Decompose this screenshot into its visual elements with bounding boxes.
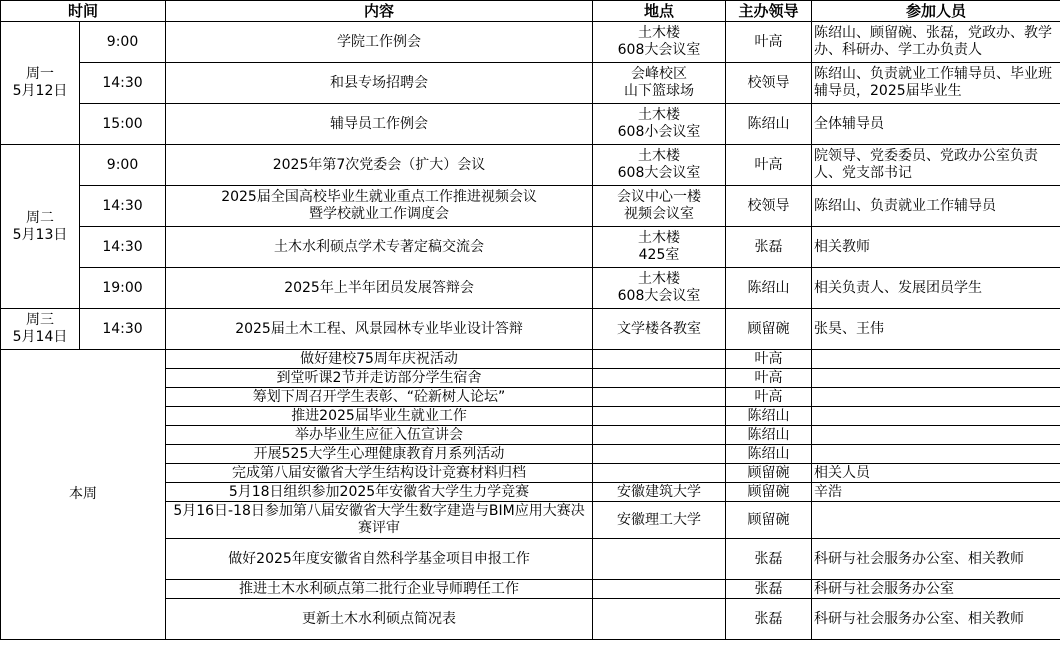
event-location: 会峰校区 山下篮球场 [593, 63, 726, 104]
task-leader: 张磊 [726, 580, 812, 599]
event-content: 辅导员工作例会 [166, 104, 593, 145]
task-content: 完成第八届安徽省大学生结构设计竞赛材料归档 [166, 464, 593, 483]
event-leader: 陈绍山 [726, 268, 812, 309]
task-location: 安徽建筑大学 [593, 483, 726, 502]
event-time: 19:00 [80, 268, 166, 309]
table-row [1, 186, 1060, 227]
event-participants: 张昊、王伟 [812, 309, 1060, 350]
task-location [593, 369, 726, 388]
task-participants [812, 445, 1060, 464]
event-content: 2025年上半年团员发展答辩会 [166, 268, 593, 309]
task-location [593, 407, 726, 426]
day-cell [1, 22, 80, 145]
table-row [1, 268, 1060, 309]
event-time: 14:30 [80, 186, 166, 227]
event-participants: 陈绍山、顾留碗、张磊，党政办、教学办、科研办、学工办负责人 [812, 22, 1060, 63]
task-location [593, 580, 726, 599]
task-content: 做好2025年度安徽省自然科学基金项目申报工作 [166, 539, 593, 580]
event-content: 2025年第7次党委会（扩大）会议 [166, 145, 593, 186]
event-location: 文学楼各教室 [593, 309, 726, 350]
day-date: 5月13日 [12, 226, 68, 243]
event-content: 和县专场招聘会 [166, 63, 593, 104]
task-content: 推进土木水利硕点第二批行企业导师聘任工作 [166, 580, 593, 599]
week-label: 本周 [69, 486, 97, 502]
event-participants: 院领导、党委委员、党政办公室负责人、党支部书记 [812, 145, 1060, 186]
task-participants: 科研与社会服务办公室、相关教师 [812, 539, 1060, 580]
task-participants: 科研与社会服务办公室 [812, 580, 1060, 599]
task-content: 举办毕业生应征入伍宣讲会 [166, 426, 593, 445]
table-row [1, 227, 1060, 268]
header-row [1, 1, 1060, 22]
header-time: 时间 [1, 1, 166, 22]
task-content: 筹划下周召开学生表彰、“砼新树人论坛” [166, 388, 593, 407]
task-location [593, 445, 726, 464]
task-participants: 相关人员 [812, 464, 1060, 483]
day-date: 5月14日 [12, 329, 68, 345]
event-leader: 叶高 [726, 22, 812, 63]
task-location [593, 388, 726, 407]
task-participants: 辛浩 [812, 483, 1060, 502]
task-location [593, 426, 726, 445]
event-content: 学院工作例会 [166, 22, 593, 63]
week-label-cell [1, 350, 166, 640]
event-leader: 校领导 [726, 186, 812, 227]
header-location: 地点 [593, 1, 726, 22]
task-leader: 叶高 [726, 350, 812, 369]
header-content: 内容 [166, 1, 593, 22]
task-participants [812, 407, 1060, 426]
task-content: 5月18日组织参加2025年安徽省大学生力学竞赛 [166, 483, 593, 502]
task-participants [812, 350, 1060, 369]
task-leader: 张磊 [726, 599, 812, 640]
task-leader: 叶高 [726, 388, 812, 407]
event-location: 土木楼 608大会议室 [593, 145, 726, 186]
task-leader: 顾留碗 [726, 464, 812, 483]
task-content: 开展525大学生心理健康教育月系列活动 [166, 445, 593, 464]
table-row [1, 309, 1060, 350]
event-time: 9:00 [80, 145, 166, 186]
table-row [1, 22, 1060, 63]
event-leader: 校领导 [726, 63, 812, 104]
event-location: 土木楼 608小会议室 [593, 104, 726, 145]
day-label: 周二 [26, 209, 54, 226]
event-participants: 相关教师 [812, 227, 1060, 268]
event-time: 14:30 [80, 63, 166, 104]
day-cell [1, 145, 80, 309]
task-location [593, 464, 726, 483]
task-leader: 陈绍山 [726, 407, 812, 426]
event-location: 土木楼 608大会议室 [593, 268, 726, 309]
table-row [1, 63, 1060, 104]
header-participants: 参加人员 [812, 1, 1060, 22]
event-content: 土木水利硕点学术专著定稿交流会 [166, 227, 593, 268]
day-label: 周一 [26, 66, 54, 82]
task-leader: 陈绍山 [726, 426, 812, 445]
day-label: 周三 [26, 312, 54, 328]
task-content: 做好建校75周年庆祝活动 [166, 350, 593, 369]
task-location [593, 350, 726, 369]
event-leader: 顾留碗 [726, 309, 812, 350]
task-participants [812, 369, 1060, 388]
task-participants [812, 426, 1060, 445]
event-participants: 相关负责人、发展团员学生 [812, 268, 1060, 309]
event-time: 14:30 [80, 227, 166, 268]
event-location: 土木楼 608大会议室 [593, 22, 726, 63]
event-location: 会议中心一楼 视频会议室 [593, 186, 726, 227]
task-participants [812, 502, 1060, 539]
task-location [593, 599, 726, 640]
task-content: 推进2025届毕业生就业工作 [166, 407, 593, 426]
event-time: 14:30 [80, 309, 166, 350]
task-content: 更新土木水利硕点简况表 [166, 599, 593, 640]
table-row [1, 350, 1060, 369]
event-time: 15:00 [80, 104, 166, 145]
event-participants: 全体辅导员 [812, 104, 1060, 145]
task-leader: 张磊 [726, 539, 812, 580]
task-location: 安徽理工大学 [593, 502, 726, 539]
table-row [1, 104, 1060, 145]
header-leader: 主办领导 [726, 1, 812, 22]
event-content: 2025届全国高校毕业生就业重点工作推进视频会议 暨学校就业工作调度会 [166, 186, 593, 227]
task-leader: 顾留碗 [726, 502, 812, 539]
task-location [593, 539, 726, 580]
event-time: 9:00 [80, 22, 166, 63]
event-leader: 叶高 [726, 145, 812, 186]
task-leader: 叶高 [726, 369, 812, 388]
day-cell [1, 309, 80, 350]
task-content: 到堂听课2节并走访部分学生宿舍 [166, 369, 593, 388]
task-content: 5月16日-18日参加第八届安徽省大学生数字建造与BIM应用大赛决赛评审 [166, 502, 593, 539]
task-leader: 顾留碗 [726, 483, 812, 502]
task-participants [812, 388, 1060, 407]
event-leader: 张磊 [726, 227, 812, 268]
task-leader: 陈绍山 [726, 445, 812, 464]
event-content: 2025届土木工程、风景园林专业毕业设计答辩 [166, 309, 593, 350]
event-participants: 陈绍山、负责就业工作辅导员 [812, 186, 1060, 227]
task-participants: 科研与社会服务办公室、相关教师 [812, 599, 1060, 640]
table-row [1, 145, 1060, 186]
event-location: 土木楼 425室 [593, 227, 726, 268]
day-date: 5月12日 [12, 83, 68, 99]
event-participants: 陈绍山、负责就业工作辅导员、毕业班辅导员，2025届毕业生 [812, 63, 1060, 104]
event-leader: 陈绍山 [726, 104, 812, 145]
